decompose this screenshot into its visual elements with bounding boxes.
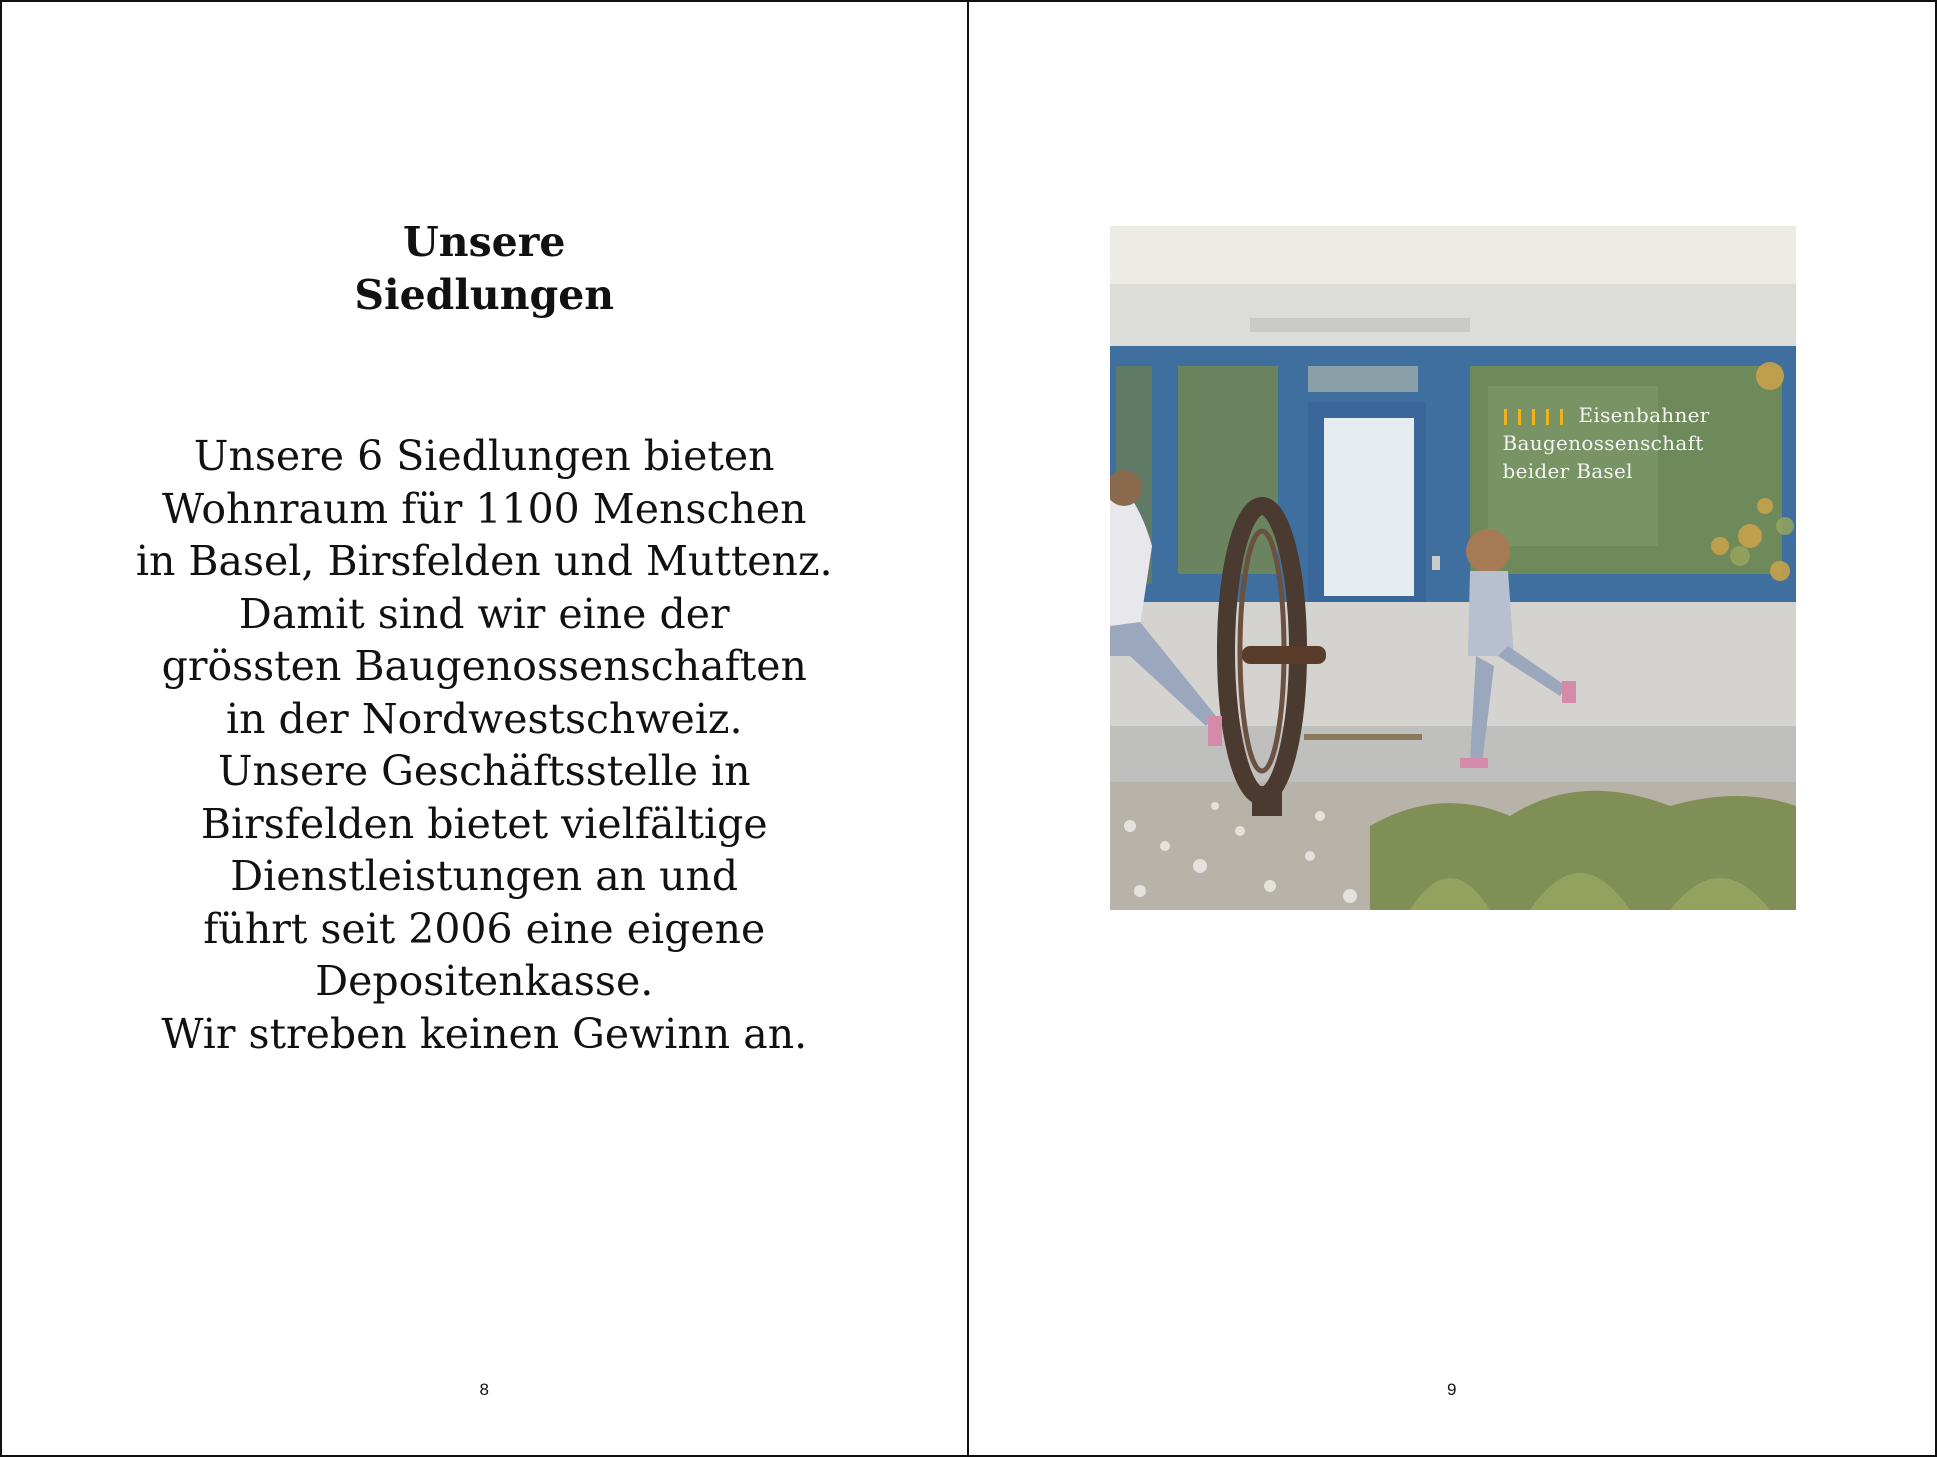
- sign-line: beider Basel: [1502, 459, 1633, 483]
- window-sign: [1503, 401, 1710, 485]
- body-line: in der Nordwestschweiz.: [226, 694, 743, 743]
- body-line: grössten Baugenossenschaften: [161, 642, 807, 690]
- building-photo: [1110, 226, 1796, 910]
- page-number: 9: [1447, 1380, 1457, 1399]
- body-line: Dienstleistungen an und: [230, 852, 739, 900]
- heading-line: Siedlungen: [354, 271, 615, 319]
- page-heading: [2, 216, 967, 322]
- body-line: führt seit 2006 eine eigene: [203, 904, 766, 953]
- left-page: [2, 2, 969, 1455]
- body-paragraph: [42, 430, 927, 1060]
- body-line: Unsere 6 Siedlungen bieten: [193, 432, 775, 480]
- body-line: Damit sind wir eine der: [238, 589, 730, 638]
- body-line: in Basel, Birsfelden und Muttenz.: [135, 537, 833, 585]
- heading-line: Unsere: [403, 218, 566, 266]
- page-number: 8: [479, 1380, 489, 1399]
- body-line: Unsere Geschäftsstelle in: [217, 747, 751, 795]
- body-line: Depositenkasse.: [315, 957, 654, 1005]
- sign-line: Eisenbahner: [1578, 403, 1710, 427]
- sign-line: Baugenossenschaft: [1502, 431, 1704, 455]
- body-line: Wohnraum für 1100 Menschen: [161, 484, 807, 533]
- body-line: Wir streben keinen Gewinn an.: [161, 1009, 808, 1058]
- photo-illustration: [1110, 226, 1796, 910]
- right-page: [969, 2, 1936, 1455]
- body-line: Birsfelden bietet vielfältige: [200, 799, 768, 848]
